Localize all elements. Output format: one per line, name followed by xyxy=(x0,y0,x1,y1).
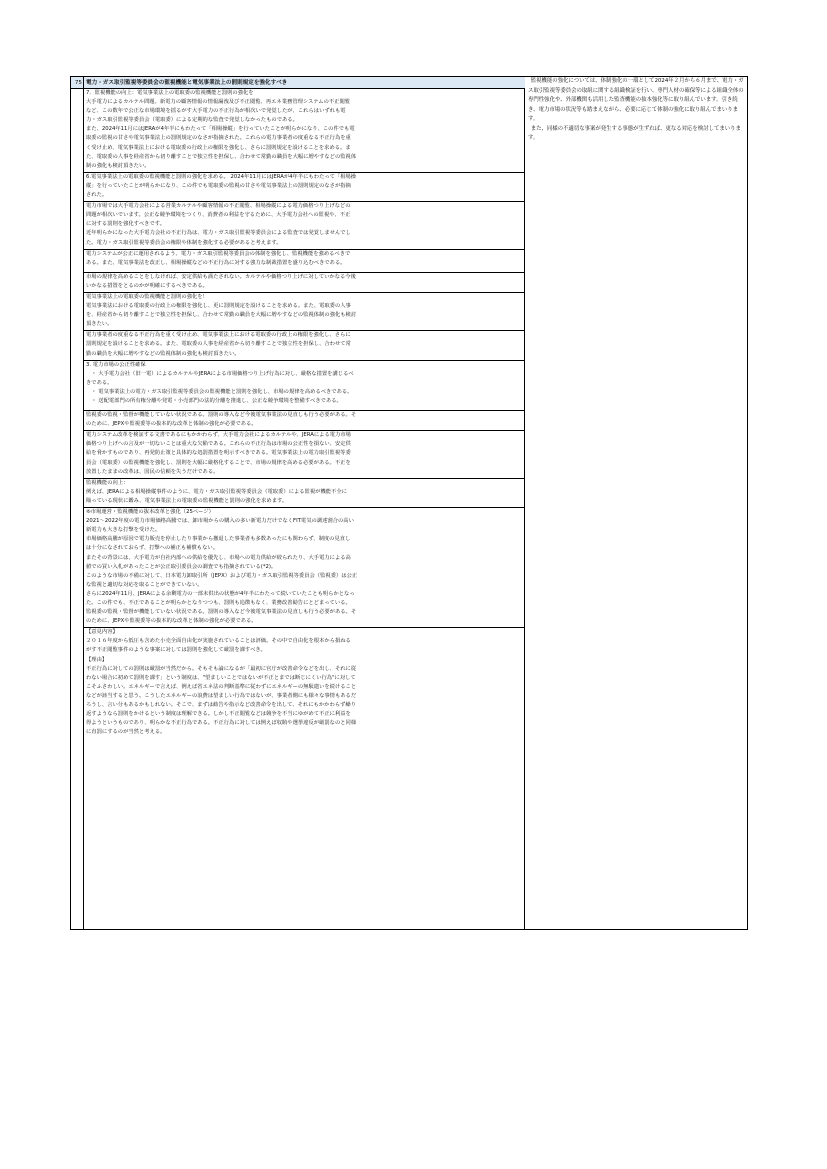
opinion-line: さらに2024年11月、JERAによる余剰電力の一部未供出の状態が4年半にわたって続いていたことも明らかとなっ xyxy=(86,590,355,597)
opinion-line: 6.電気事業法上の電取委の監視機能と罰則の強化を求める。 2024年11月にはJERAが4年半にもわたって「相場操 xyxy=(86,173,357,180)
opinion-line: ・ 大手電力会社（旧一電）によるカルテルやJERAによる市場価格つり上げ行為に対し、厳格な措置を講じるべ xyxy=(86,370,354,377)
opinion-cell xyxy=(84,202,524,249)
opinion-line: 放置したままの改革は、国民の信頼を失うだけである。 xyxy=(86,468,219,475)
opinion-line: わない場合に初めて罰則を課す」という制度は、"望ましいことではないが不正とまでは断じにくい行為"に対して xyxy=(86,674,356,681)
opinion-line: 【理由】 xyxy=(86,656,108,663)
opinion-cell xyxy=(84,293,524,331)
response-column xyxy=(525,77,747,929)
opinion-line: またその背景には、大手電力が自社内部への供給を優先し、市場への電力供給が絞られたり、大手電力による高 xyxy=(86,554,351,561)
opinion-line: ⑥市場運営・監視機能の抜本改革と強化（25ページ） xyxy=(86,509,214,516)
opinion-line: 力・ガス取引監視等委員会（電取委）による定期的な監査で発覚しなかったものである。 xyxy=(86,117,298,124)
opinion-cell xyxy=(84,508,524,628)
opinion-line: 取委の監視の甘さや電気事業法上の罰則規定のなさが指摘された。これらの電力事業者の度重なる不正行為を重 xyxy=(86,135,351,142)
opinion-cell xyxy=(84,173,524,202)
opinion-cell xyxy=(84,331,524,360)
opinion-line: ・ 送配電部門の所有権分離や発電・小売部門の法的分離を推進し、公正な競争環境を整備すべきである。 xyxy=(86,398,342,404)
opinion-line: に対する罰則を強化すべきです。 xyxy=(86,221,165,228)
opinion-line: 問題が相次いでいます。公正な競争環境をつくり、消費者の利益を守るために、大手電力会社への監視や、不正 xyxy=(86,212,351,219)
opinion-line: など、この数年で公正な市場環境を揺るがす大手電力の不正行為が相次いで発覚したが、これらはいずれも電 xyxy=(86,108,346,115)
response-paragraph: 監視機能の強化については、体制強化の一環として2024年２月から６月まで、電力・ガス取引監視等委員会の取組に関する組織検証を行い、専門人材の確保等による組織全体の専門性強化や、外部機関も活用した監査機能の抜本強化等に取り組んでいます。引き続き、電力市場の状況等も踏まえながら、必要に応じて体制の強化に取り組んでまいります。 xyxy=(528,78,744,122)
opinion-line: 価格つり上げへの言及が一切ないことは重大な欠陥である。これらの不正行為は市場の公正性を損ない、安定供 xyxy=(86,441,351,448)
opinion-line: このような市場の不備に対して、日本電力卸取引所（JEPX）および電力・ガス取引監視等委員会（監視委）は公正 xyxy=(86,572,358,579)
opinion-line: 返すようなら罰則をかけるという制度は理解できる。しかし不正閲覧などは競争を不当にゆがめて不正に利益を xyxy=(86,711,351,718)
opinion-line: 新電力も大きな打撃を受けた。 xyxy=(86,527,161,534)
opinions-column xyxy=(84,89,525,929)
opinion-line: 近年明らかになった大手電力会社の不正行為は、電力・ガス取引監視等委員会による監査では発覚しませんでし xyxy=(86,230,351,237)
opinion-line: 市場価格高騰が原因で電力販売を停止したり事業から撤退した事業者も多数あったにも関わらず、制度の見直し xyxy=(86,536,351,543)
opinion-line: ある。また、電気事業法を改正し、相場操縦などの不正行為に対する強力な制裁措置を盛り込むべきである。 xyxy=(86,259,346,266)
opinion-line: た。この件でも、不正であることが明らかとなりつつも、罰則も追徴もなく、業務改善勧告にとどまっている。 xyxy=(86,599,351,606)
opinion-line: 縦」を行っていたことが明らかになり、この件でも電取委の監視の甘さや電気事業法上の罰則規定のなさが指摘 xyxy=(86,182,351,189)
opinion-line: 給を脅かすものであり、再発防止策と具体的な処罰措置を明示すべきである。電気事業法上の電力取引監視等委 xyxy=(86,450,351,457)
comment-table xyxy=(70,76,748,930)
opinion-line: また、2024年11月にはJERAが4年半にもわたって「相場操縦」を行っていたことが明らかになり、この件でも電 xyxy=(86,126,355,133)
opinion-line: 監視委の監視・監督が機能していない状況である。罰則の導入など今後電気事業法の見直しも行う必要がある。そ xyxy=(86,609,357,616)
opinion-line: 制の強化も検討頂きたい。 xyxy=(86,162,150,169)
opinion-line: された。 xyxy=(86,192,108,199)
opinion-line: 3. 電力市場の公正性確保 xyxy=(86,361,146,368)
opinion-line: に直罰にするのが当然と考える。 xyxy=(86,729,166,736)
opinion-line: 例えば、JERAによる相場操縦事件のように、電力・ガス取引監視等委員会（電取委）による監視が機能不全に xyxy=(86,488,347,495)
opinion-line: く受け止め、電気事業法上における電取委の行政上の権限を強化し、さらに罰則規定を設けることを求める。ま xyxy=(86,144,351,151)
opinion-line: 罰則規定を設けることを求める。また、電取委の人事を経産省から切り離すことで独立性を担保し、合わせて常 xyxy=(86,341,351,348)
opinion-line: 監視委の監視・監督が機能していない状況である。罰則の導入など今後電気事業法の見直しも行う必要がある。そ xyxy=(86,412,357,419)
opinion-cell xyxy=(84,89,524,173)
opinion-line: は十分になされておらず、打撃への補正も補償もない。 xyxy=(86,545,218,552)
opinion-line: 監視機能の向上： xyxy=(86,479,129,486)
opinion-cell xyxy=(84,479,524,508)
row-number: 75 xyxy=(71,77,84,89)
opinion-cell xyxy=(84,628,524,738)
opinion-line: などが該当すると思う。こうしたエネルギーの浪費は望ましい行為ではないが、事業者側にも様々な事情もあるだ xyxy=(86,692,357,699)
opinion-cell xyxy=(84,361,524,411)
opinion-line: 電力事業者の度重なる不正行為を重く受け止め、電気事業法上における電取委の行政上の権限を強化し、さらに xyxy=(86,332,351,339)
opinion-line: 得ようというものであり、明らかな不正行為である。不正行為に対しては例えば収賄や選挙違反が厳罰なのと同様 xyxy=(86,720,357,727)
opinion-line: 電気事業法上の電取委の監視機能と罰則の強化を！ xyxy=(86,293,208,300)
opinion-line: 【意見内容】 xyxy=(86,629,118,636)
opinion-line: 頂きたい。 xyxy=(86,321,113,328)
opinion-line: のために、JEPXや監視委等の抜本的な改革と体制の強化が必要である。 xyxy=(86,421,257,428)
opinion-line: 電力システム改革を検証する文書であるにもかかわらず、大手電力会社によるカルテルや、JERAによる電力市場 xyxy=(86,432,351,439)
opinion-cell xyxy=(84,411,524,431)
opinion-cell xyxy=(84,273,524,293)
opinion-cell xyxy=(84,431,524,478)
opinion-line: 員会（電取委）の監視機能を強化し、罰則を大幅に厳格化することで、市場の規律を高める必要がある。不正を xyxy=(86,459,351,466)
opinion-line: いかなる措置をとるのかが明確にするべきである。 xyxy=(86,282,208,289)
opinion-line: を、経産省から切り離すことで独立性を担保し、合わせて常勤の職員を大幅に増やすなどの監視体制の強化も検討 xyxy=(86,312,357,319)
opinion-line: 大手電力によるカルテル問題、新電力の顧客情報の情報漏洩及び不正閲覧、再エネ業務管理システムの不正閲覧 xyxy=(86,99,351,106)
opinion-line: 電力システムが公正に運用されるよう、電力・ガス取引監視等委員会の体制を強化し、監視機能を強めるべきで xyxy=(86,250,351,257)
opinion-line: な監視と適切な対応を取ることができていない。 xyxy=(86,581,203,588)
opinion-line: 陥っている現状に鑑み、電気事業法上の電取委の監視機能と罰則の強化を求めます。 xyxy=(86,497,288,504)
opinion-line: 2021～2022年度の電力市場価格高騰では、卸市場からの購入の多い新電力だけでなくFIT電気の調達割合の高い xyxy=(86,518,354,525)
opinion-line: がす不正閲覧事件のような事案に対しては罰則を強化して厳罰を課すべき。 xyxy=(86,647,266,654)
opinion-line: 市場の規律を高めることをしなければ、安定供給も満たされない。カルテルや価格つり上げに対していかなる今後 xyxy=(86,273,356,280)
opinion-line: のために、JEPXや監視委等の抜本的な改革と体制の強化が必要である。 xyxy=(86,618,257,625)
opinion-line: ・ 電気事業法上の電力・ガス取引監視等委員会の監視機能と罰則を強化し、市場の規律を高めるべきである。 xyxy=(86,388,353,395)
opinion-line: きである。 xyxy=(86,379,113,386)
opinion-line: ろうし、言い分もあるかもしれない。そこで、まずは勧告や指示など改善命令を出して、それにもかかわらず繰り xyxy=(86,702,356,708)
opinion-line: 電気事業法における電取委の行政上の権限を強化し、更に罰則規定を設けることを求める。また、電取委の人事 xyxy=(86,303,351,310)
opinion-line: こそふさわしい。エネルギーで言えば、例えば省エネ法の判断基準に従わずにエネルギーの無駄遣いを続けること xyxy=(86,683,357,690)
opinion-line: た、電取委の人事を経産省から切り離すことで独立性を担保し、合わせて常勤の職員を大幅に増やすなどの監視体 xyxy=(86,153,357,160)
response-paragraph: また、同様の不適切な事案が発生する事態が生ずれば、更なる対応を検討してまいります。 xyxy=(528,125,741,141)
number-column xyxy=(71,89,84,929)
row-title: 電力・ガス取引監視等委員会の監視機能と電気事業法上の罰則規定を強化すべき xyxy=(84,77,525,89)
opinion-line: 勤の職員を大幅に増やすなどの監視体制の強化も検討頂きたい。 xyxy=(86,350,240,357)
opinion-line: ２０１６年度から低圧も含めた小売全面自由化が実施されていることは評価。その中で自由化を根本から損ねる xyxy=(86,638,351,645)
opinion-line: 不正行為に対しての罰則は厳罰が当然だから。そもそも論になるが「最初に官庁が改善命令などを出し、それに従 xyxy=(86,665,357,672)
opinion-line: 電力市場では大手電力会社による営業カルテルや顧客情報の不正閲覧、相場操縦による電力価格つり上げなどの xyxy=(86,203,351,210)
opinion-line: 値での買い入札があったことが公正取引委員会の調査でも指摘されている(*2)。 xyxy=(86,563,277,570)
opinion-cell xyxy=(84,250,524,273)
opinion-line: た。電力・ガス取引監視等委員会の権限や体制を強化する必要があると考えます。 xyxy=(86,239,282,246)
opinion-line: 7．監視機能の向上：電気事業法上の電取委の監視機能と罰則の強化を xyxy=(86,90,254,96)
